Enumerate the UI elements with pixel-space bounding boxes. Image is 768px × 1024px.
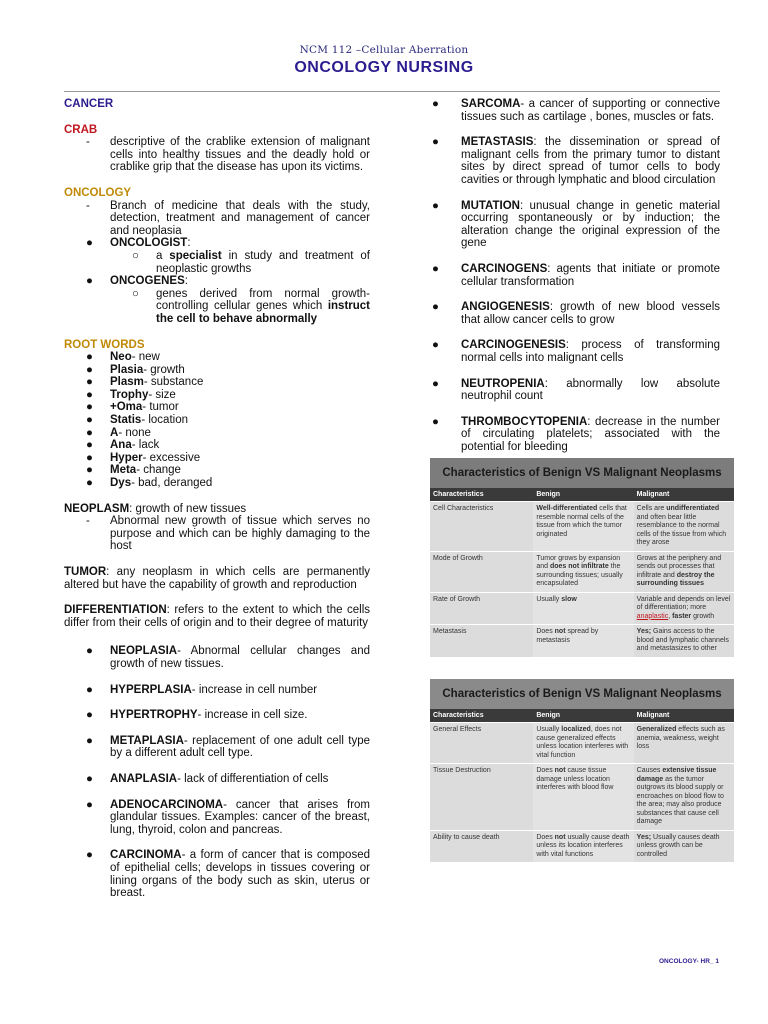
root-word-item xyxy=(86,464,370,477)
benign-cell-part: cause tissue damage unless location interferes with blood flow xyxy=(536,767,614,791)
neoplasm-term: NEOPLASM xyxy=(64,502,130,515)
malignant-cell-part: Cells are xyxy=(636,505,667,512)
term-text xyxy=(461,339,720,364)
right-column xyxy=(432,98,720,466)
benign-cell-part: Usually xyxy=(536,726,562,733)
term-def: - increase in cell size. xyxy=(197,709,308,722)
term-def: - replacement of one adult cell type by a different adult cell type. xyxy=(110,734,370,760)
malignant-cell-part: as the tumor outgrows its blood supply or encroaches on blood flow to the area; may also produce substances that cause cell damage xyxy=(636,775,724,825)
benign-cell-part: does not infiltrate xyxy=(549,563,609,570)
root-word-term: Meta xyxy=(110,464,137,477)
root-word-text xyxy=(110,376,203,389)
term-name: CARCINOGENS xyxy=(461,262,548,275)
benign-cell-part: cells that resemble normal cells of the tissue from which the tumor originated xyxy=(536,505,627,538)
table-2-header-benign: Benign xyxy=(533,709,633,723)
benign-cell-part: Does xyxy=(536,767,555,774)
bullet-marker: ● xyxy=(86,798,93,811)
bullet-marker: ● xyxy=(86,709,93,722)
term-name: ANAPLASIA xyxy=(110,772,178,785)
benign-cell-part: usually cause death unless its location interferes with vital functions xyxy=(536,833,630,858)
benign-cell-part: localized xyxy=(561,726,591,733)
malignant-cell-part: anaplastic xyxy=(636,612,669,620)
root-word-def: - bad, deranged xyxy=(131,477,213,490)
dash-marker: - xyxy=(86,136,90,149)
term-text xyxy=(461,98,720,123)
term-text xyxy=(461,200,720,250)
oncology-text: Branch of medicine that deals with the study, detection, treatment and management of cancer and neoplasia xyxy=(110,199,370,237)
term-name: NEUTROPENIA xyxy=(461,377,545,390)
oncogenes-text: genes derived from normal growth-controlling cellular genes which xyxy=(156,287,370,313)
root-word-text xyxy=(110,401,179,414)
term-text xyxy=(461,136,720,186)
oncogenes-colon: : xyxy=(184,275,188,288)
neoplasm-sub-text: Abnormal new growth of tissue which serves no purpose and which can be highly damaging to the host xyxy=(110,515,370,553)
root-word-term: Trophy xyxy=(110,388,149,401)
cancer-heading: CANCER xyxy=(64,98,114,110)
term-text xyxy=(110,735,370,760)
oncologist-colon: : xyxy=(187,237,191,250)
root-word-text xyxy=(110,452,200,465)
table-row xyxy=(430,502,734,552)
oncology-heading: ONCOLOGY xyxy=(64,186,132,199)
root-word-item xyxy=(86,439,370,452)
malignant-cell-part: effects such as anemia, weakness, weight loss xyxy=(636,726,725,750)
bullet-marker: ● xyxy=(432,415,439,428)
bullet-marker: ● xyxy=(86,849,93,862)
tumor-definition xyxy=(64,566,370,591)
differentiation-def: : refers to the extent to which the cells differ from their cells of origin and to their degree of maturity xyxy=(64,604,370,629)
malignant-cell xyxy=(634,625,734,657)
root-word-text xyxy=(110,389,176,402)
term-name: HYPERTROPHY xyxy=(110,709,198,722)
benign-cell xyxy=(533,592,633,625)
bullet-marker: ● xyxy=(432,301,439,314)
term-item xyxy=(432,378,720,403)
root-word-text xyxy=(110,414,188,427)
benign-cell-part: not xyxy=(554,767,566,774)
root-words-heading: ROOT WORDS xyxy=(64,338,145,351)
bullet-marker: ● xyxy=(86,401,93,414)
root-word-item xyxy=(86,414,370,427)
header-divider xyxy=(64,91,720,92)
row-label: Metastasis xyxy=(430,625,533,657)
malignant-cell-part: growth xyxy=(691,612,715,620)
malignant-cell-part: faster xyxy=(672,612,692,620)
bullet-marker: ● xyxy=(432,339,439,352)
malignant-cell-part: Usually causes death unless growth can be controlled xyxy=(636,833,720,858)
malignant-cell xyxy=(634,764,734,831)
table-1-header-malignant: Malignant xyxy=(634,488,734,502)
benign-cell xyxy=(533,502,633,552)
benign-cell-part: the surrounding tissues; usually encapsulated xyxy=(536,563,623,587)
bullet-marker: ● xyxy=(86,351,93,364)
root-word-term: Hyper xyxy=(110,451,143,464)
root-word-item xyxy=(86,477,370,490)
table-row xyxy=(430,551,734,592)
table-row xyxy=(430,723,734,764)
term-text xyxy=(110,709,370,722)
bullet-marker: ● xyxy=(86,275,93,288)
benign-cell xyxy=(533,625,633,657)
root-word-item xyxy=(86,364,370,377)
dash-marker: - xyxy=(86,199,90,212)
root-word-def: - none xyxy=(118,426,151,439)
oncogenes-term: ONCOGENES xyxy=(110,275,185,288)
root-word-text xyxy=(110,351,160,364)
malignant-cell-part: Causes xyxy=(636,767,663,774)
bullet-marker: ● xyxy=(432,262,439,275)
term-item xyxy=(432,416,720,454)
malignant-cell-part: undifferentiated xyxy=(666,505,720,512)
root-word-item xyxy=(86,427,370,440)
bullet-marker: ● xyxy=(86,388,93,401)
root-word-text xyxy=(110,464,181,477)
term-item xyxy=(432,200,720,250)
circle-marker: ○ xyxy=(132,249,139,262)
neoplasm-definition xyxy=(64,503,370,516)
right-term-list xyxy=(432,98,720,453)
malignant-cell-part: Grows at the periphery and sends out processes that infiltrate and xyxy=(636,554,722,579)
term-name: ANGIOGENESIS xyxy=(461,301,550,314)
bullet-marker: ● xyxy=(86,734,93,747)
term-item xyxy=(86,735,370,760)
neoplasm-def: : growth of new tissues xyxy=(129,502,247,515)
oncologist-rest: in study and treatment of neoplastic growths xyxy=(156,249,370,275)
page-footer: ONCOLOGY- HR_ 1 xyxy=(659,958,719,965)
root-word-text xyxy=(110,477,212,490)
malignant-cell-part: , xyxy=(668,612,673,620)
dash-marker: - xyxy=(86,515,90,528)
term-name: ADENOCARCINOMA xyxy=(110,798,224,811)
benign-cell-part: Well-differentiated xyxy=(536,505,598,512)
root-word-term: Ana xyxy=(110,439,132,452)
term-def: : decrease in the number of circulating platelets; associated with the potential for bleeding xyxy=(461,415,720,453)
crab-definition xyxy=(86,136,370,174)
root-word-item xyxy=(86,376,370,389)
term-def: - a form of cancer that is composed of epithelial cells; develops in tissues covering or lining organs of the body such as skin, uterus or breast. xyxy=(110,849,370,900)
malignant-cell-part: Gains access to the blood and lymphatic channels and metastasizes to other xyxy=(636,628,729,652)
benign-cell-part: Usually xyxy=(536,595,562,603)
benign-cell-part: slow xyxy=(561,595,577,603)
oncogenes-detail xyxy=(132,288,370,326)
term-item xyxy=(86,849,370,899)
row-label: Rate of Growth xyxy=(430,592,533,625)
term-item xyxy=(86,709,370,722)
term-text xyxy=(461,378,720,403)
oncogenes-item xyxy=(86,275,370,288)
root-word-term: Dys xyxy=(110,477,132,490)
term-name: THROMBOCYTOPENIA xyxy=(461,415,588,428)
term-def: - lack of differentiation of cells xyxy=(177,772,329,785)
circle-marker: ○ xyxy=(132,287,139,300)
term-def: : unusual change in genetic material occurring spontaneously or by induction; the alteration change the original expression of the gene xyxy=(461,199,720,250)
root-word-text xyxy=(110,439,159,452)
term-item xyxy=(432,301,720,326)
table-row xyxy=(430,764,734,831)
term-text xyxy=(110,684,370,697)
root-word-term: +Oma xyxy=(110,401,143,414)
root-word-text xyxy=(110,364,185,377)
term-text xyxy=(461,416,720,454)
bullet-marker: ● xyxy=(432,136,439,149)
left-column xyxy=(64,98,370,913)
term-name: METASTASIS xyxy=(461,136,534,149)
malignant-cell xyxy=(634,723,734,764)
comparison-table-1 xyxy=(430,458,734,657)
root-word-text xyxy=(110,427,151,440)
benign-cell-part: not xyxy=(554,833,566,841)
root-word-term: Plasia xyxy=(110,363,144,376)
malignant-cell-part: Generalized xyxy=(636,726,677,733)
term-item xyxy=(86,799,370,837)
table-1-title: Characteristics of Benign VS Malignant Neoplasms xyxy=(430,458,734,488)
bullet-marker: ● xyxy=(86,376,93,389)
malignant-cell-part: and often bear little resemblance to the normal cells of the tissue from which they arose xyxy=(636,513,727,546)
oncologist-term: ONCOLOGIST xyxy=(110,237,188,250)
table-1-header-benign: Benign xyxy=(533,488,633,502)
row-label: Mode of Growth xyxy=(430,551,533,592)
oncologist-pre: a xyxy=(156,249,170,262)
term-def: - a cancer of supporting or connective tissues such as cartilage , bones, muscles or fats. xyxy=(461,98,720,123)
differentiation-definition xyxy=(64,604,370,629)
benign-cell-part: not xyxy=(554,628,566,635)
bullet-marker: ● xyxy=(432,377,439,390)
term-name: HYPERPLASIA xyxy=(110,683,192,696)
neoplasm-sub xyxy=(86,515,370,553)
page-subtitle: NCM 112 –Cellular Aberration xyxy=(299,44,469,56)
oncologist-item xyxy=(86,237,370,250)
term-item xyxy=(432,339,720,364)
root-word-item xyxy=(86,452,370,465)
term-item xyxy=(432,98,720,123)
bullet-marker: ● xyxy=(86,464,93,477)
benign-cell-part: Does xyxy=(536,833,555,841)
table-row xyxy=(430,625,734,657)
root-word-def: - excessive xyxy=(142,451,201,464)
left-term-list xyxy=(64,645,370,899)
bullet-marker: ● xyxy=(86,451,93,464)
term-def: : agents that initiate or promote cellular transformation xyxy=(461,262,720,288)
root-word-item xyxy=(86,401,370,414)
term-item xyxy=(86,684,370,697)
malignant-cell xyxy=(634,592,734,625)
term-def: - Abnormal cellular changes and growth of new tissues. xyxy=(110,645,370,670)
root-word-def: - growth xyxy=(143,363,185,376)
bullet-marker: ● xyxy=(86,363,93,376)
root-word-def: - tumor xyxy=(142,401,179,414)
oncogenes-bold: instruct the cell to behave abnormally xyxy=(156,300,370,325)
term-text xyxy=(110,773,370,786)
term-name: CARCINOGENESIS xyxy=(461,339,566,352)
benign-cell-part: Does xyxy=(536,628,555,635)
crab-text: descriptive of the crablike extension of malignant cells into healthy tissues and the deadly hold or crablike grip that the disease has upon its victims. xyxy=(110,136,370,174)
benign-cell-part: spread by metastasis xyxy=(536,628,599,644)
root-words-list xyxy=(64,351,370,490)
term-item xyxy=(86,645,370,670)
page-title: ONCOLOGY NURSING xyxy=(294,59,474,76)
root-word-item xyxy=(86,351,370,364)
root-word-def: - change xyxy=(136,464,181,477)
term-name: METAPLASIA xyxy=(110,734,184,747)
row-label: General Effects xyxy=(430,723,533,764)
term-name: SARCOMA xyxy=(461,98,521,110)
table-2-title: Characteristics of Benign VS Malignant Neoplasms xyxy=(430,679,734,709)
malignant-cell-part: Yes; xyxy=(636,833,652,841)
benign-cell-part: Tumor grows by expansion and xyxy=(536,554,621,570)
oncologist-detail xyxy=(132,250,370,275)
root-word-def: - substance xyxy=(143,376,204,389)
term-def: : abnormally low absolute neutrophil count xyxy=(461,377,720,403)
differentiation-term: DIFFERENTIATION xyxy=(64,604,167,617)
root-word-def: - lack xyxy=(131,439,160,452)
bullet-marker: ● xyxy=(86,683,93,696)
term-name: NEOPLASIA xyxy=(110,645,178,658)
tumor-term: TUMOR xyxy=(64,566,107,578)
bullet-marker: ● xyxy=(432,199,439,212)
root-word-term: Neo xyxy=(110,351,132,364)
malignant-cell xyxy=(634,830,734,862)
root-word-term: Statis xyxy=(110,414,142,427)
benign-cell xyxy=(533,723,633,764)
term-text xyxy=(110,799,370,837)
comparison-table-2 xyxy=(430,679,734,862)
term-def: : process of transforming normal cells into malignant cells xyxy=(461,339,720,364)
term-text xyxy=(461,263,720,288)
root-word-def: - location xyxy=(141,414,188,427)
table-2-header-characteristics: Characteristics xyxy=(430,709,533,723)
malignant-cell-part: Variable and depends on level of differentiation; more xyxy=(636,595,731,611)
benign-cell xyxy=(533,830,633,862)
bullet-marker: ● xyxy=(86,772,93,785)
term-def: - cancer that arises from glandular tissues. Examples: cancer of the breast, lung, thyroid, colon and pancreas. xyxy=(110,798,370,836)
row-label: Tissue Destruction xyxy=(430,764,533,831)
root-word-def: - new xyxy=(131,351,160,364)
term-def: - increase in cell number xyxy=(191,683,318,696)
benign-cell-part: , does not cause generalized effects unless location interferes with vital function xyxy=(536,726,629,759)
table-row xyxy=(430,830,734,862)
term-item xyxy=(432,263,720,288)
root-word-def: - size xyxy=(148,388,176,401)
term-text xyxy=(110,645,370,670)
tumor-def: : any neoplasm in which cells are permanently altered but have the capability of growth and reproduction xyxy=(64,566,370,591)
bullet-marker: ● xyxy=(86,439,93,452)
table-2-header-malignant: Malignant xyxy=(634,709,734,723)
term-name: MUTATION xyxy=(461,199,520,212)
term-name: CARCINOMA xyxy=(110,849,182,862)
table-row xyxy=(430,592,734,625)
root-word-item xyxy=(86,389,370,402)
crab-heading: CRAB xyxy=(64,123,98,136)
oncology-definition xyxy=(86,200,370,238)
bullet-marker: ● xyxy=(86,414,93,427)
malignant-cell-part: destroy the surrounding tissues xyxy=(636,571,715,587)
term-item xyxy=(432,136,720,186)
bullet-marker: ● xyxy=(86,645,93,658)
term-def: : growth of new blood vessels that allow cancer cells to grow xyxy=(461,301,720,326)
term-text xyxy=(461,301,720,326)
benign-cell xyxy=(533,764,633,831)
bullet-marker: ● xyxy=(86,477,93,490)
bullet-marker: ● xyxy=(86,426,93,439)
term-def: : the dissemination or spread of malignant cells from the primary tumor to distant sites by direct spread of tumor cells to body cavities or through lymphatic and blood circulation xyxy=(461,136,720,186)
malignant-cell xyxy=(634,502,734,552)
row-label: Ability to cause death xyxy=(430,830,533,862)
malignant-cell-part: Yes; xyxy=(636,628,652,635)
bullet-marker: ● xyxy=(86,237,93,250)
term-text xyxy=(110,849,370,899)
malignant-cell-part: extensive tissue damage xyxy=(636,767,717,783)
malignant-cell xyxy=(634,551,734,592)
table-1-header-characteristics: Characteristics xyxy=(430,488,533,502)
row-label: Cell Characteristics xyxy=(430,502,533,552)
root-word-term: A xyxy=(110,426,119,439)
benign-cell xyxy=(533,551,633,592)
oncologist-bold: specialist xyxy=(169,249,222,262)
term-item xyxy=(86,773,370,786)
root-word-term: Plasm xyxy=(110,376,144,389)
bullet-marker: ● xyxy=(432,98,439,110)
